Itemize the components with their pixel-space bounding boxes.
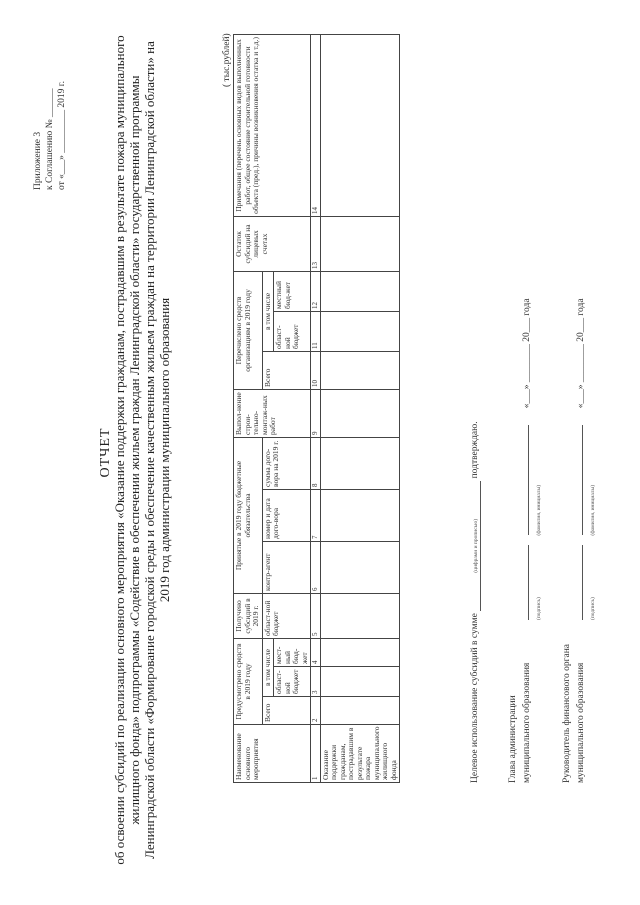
- col-accepted-header: Принятые в 2019 году бюджетные обязательства: [234, 437, 263, 593]
- table-cell[interactable]: [320, 542, 400, 594]
- col-number: 13: [311, 216, 321, 271]
- col-name-header: Наименование основного мероприятия: [234, 725, 311, 783]
- table-row: [320, 34, 400, 782]
- amount-field[interactable]: [470, 481, 481, 611]
- table-cell[interactable]: [320, 351, 400, 389]
- col-planned-incl: в том числе: [262, 639, 274, 697]
- confirm-prefix: Целевое использование субсидий в сумме: [470, 613, 480, 783]
- col-transferred-regional: област-ной бюджет: [274, 311, 311, 351]
- head-label-line1: Глава администрации: [508, 695, 518, 783]
- finance-label-line1: Руководитель финансового органа: [562, 643, 572, 783]
- table-cell[interactable]: [320, 639, 400, 667]
- col-planned-regional: област-ной бюджет: [274, 667, 311, 697]
- col-number: 9: [311, 389, 321, 437]
- head-date: «___» ________ 20___ года: [522, 298, 532, 409]
- head-signature-hints: [536, 485, 542, 620]
- confirm-suffix: подтверждаю.: [470, 421, 480, 479]
- head-name-field[interactable]: [528, 425, 529, 535]
- finance-label-line2: муниципального образования: [576, 662, 586, 783]
- finance-name-field[interactable]: [582, 425, 583, 535]
- signature-hint: (подпись): [536, 597, 542, 620]
- table-cell[interactable]: [320, 389, 400, 437]
- col-number: 7: [311, 490, 321, 542]
- name-hint: (фамилия, инициалы): [536, 484, 542, 536]
- table-cell[interactable]: [320, 34, 400, 216]
- table-cell[interactable]: [320, 437, 400, 489]
- table-cell[interactable]: [320, 697, 400, 725]
- appendix-title: Приложение 3: [33, 131, 43, 190]
- col-planned-total: Всего: [262, 697, 311, 725]
- col-number: 11: [311, 311, 321, 351]
- col-note-header: Примечания (перечень основных видов выполненных работ, общее состояние строительной готовности объекта (пред.), причины возникновения остатка и т.д.): [234, 34, 311, 216]
- col-contract-sum: сумма дого-вора на 2019 г.: [262, 437, 311, 489]
- head-signature-block: [522, 298, 532, 620]
- report-title: об освоении субсидий по реализации основного мероприятия «Оказание поддержки гражданам, пострадавшим в результате пожара муниципального жилищного фонда» подпрограммы «Содействие в обеспечении жильем граждан Ленинградской области» государственной программы Ленинградской области «Формирование городской среды и обеспечение качественным жильем граждан на территории Ленинградской области» на 2019 год администрации муниципального образования: [112, 35, 172, 865]
- table-cell[interactable]: [320, 271, 400, 311]
- head-label-line2: муниципального образования: [522, 662, 532, 783]
- col-number: 4: [311, 639, 321, 667]
- table-cell[interactable]: [320, 216, 400, 271]
- finance-signature-hints: [590, 485, 596, 620]
- col-number: 3: [311, 667, 321, 697]
- col-number: 10: [311, 351, 321, 389]
- col-number: 12: [311, 271, 321, 311]
- col-transferred-incl: в том числе: [262, 271, 274, 351]
- unit-label: ( тыс.рублей): [222, 33, 232, 87]
- report-table: [233, 34, 400, 783]
- table-cell[interactable]: [320, 667, 400, 697]
- col-balance-header: Остаток субсидий на лицевых счетах: [234, 216, 311, 271]
- finance-signature-block: [576, 298, 586, 620]
- finance-signature-field[interactable]: [582, 545, 583, 620]
- agreement-number: к Соглашению № ______: [45, 88, 55, 190]
- col-transferred-header: Перечислено средств организациям в 2019 году: [234, 271, 263, 389]
- col-works-header: Выпол-нение строи-тельно-монтаж-ных работ: [234, 389, 311, 437]
- table-cell[interactable]: [320, 594, 400, 639]
- row-event-name: Оказание поддержки гражданам, пострадавшим в результате пожара муниципального жилищного фонда: [320, 725, 400, 783]
- finance-date: «___» ________ 20___ года: [576, 298, 586, 409]
- appendix-block: [32, 25, 68, 190]
- amount-hint: (цифрами и прописью): [473, 518, 479, 573]
- col-received-header: Получено субсидий в 2019 г.: [234, 594, 263, 639]
- col-number: 6: [311, 542, 321, 594]
- col-number: 8: [311, 437, 321, 489]
- col-planned-header: Предусмотрено средств в 2019 году: [234, 639, 263, 725]
- header-row-1: [234, 34, 263, 782]
- col-planned-local: мест-ный бюд-жет: [274, 639, 311, 667]
- table-cell[interactable]: [320, 311, 400, 351]
- col-transferred-local: местный бюд-жет: [274, 271, 311, 311]
- col-contractor: контр-агент: [262, 542, 311, 594]
- col-received-regional: област-ной бюджет: [262, 594, 311, 639]
- name-hint: (фамилия, инициалы): [590, 484, 596, 536]
- col-number: 14: [311, 34, 321, 216]
- col-transferred-total: Всего: [262, 351, 311, 389]
- confirmation-line: [470, 421, 481, 783]
- table-cell[interactable]: [320, 490, 400, 542]
- col-number: 5: [311, 594, 321, 639]
- col-contract-number: номер и дата дого-вора: [262, 490, 311, 542]
- column-numbers-row: [311, 34, 321, 782]
- report-heading: ОТЧЕТ: [98, 427, 113, 478]
- col-number: 2: [311, 697, 321, 725]
- signature-hint: (подпись): [590, 597, 596, 620]
- col-number: 1: [311, 725, 321, 783]
- head-signature-field[interactable]: [528, 545, 529, 620]
- agreement-date: от «___» _________ 2019 г.: [57, 81, 67, 190]
